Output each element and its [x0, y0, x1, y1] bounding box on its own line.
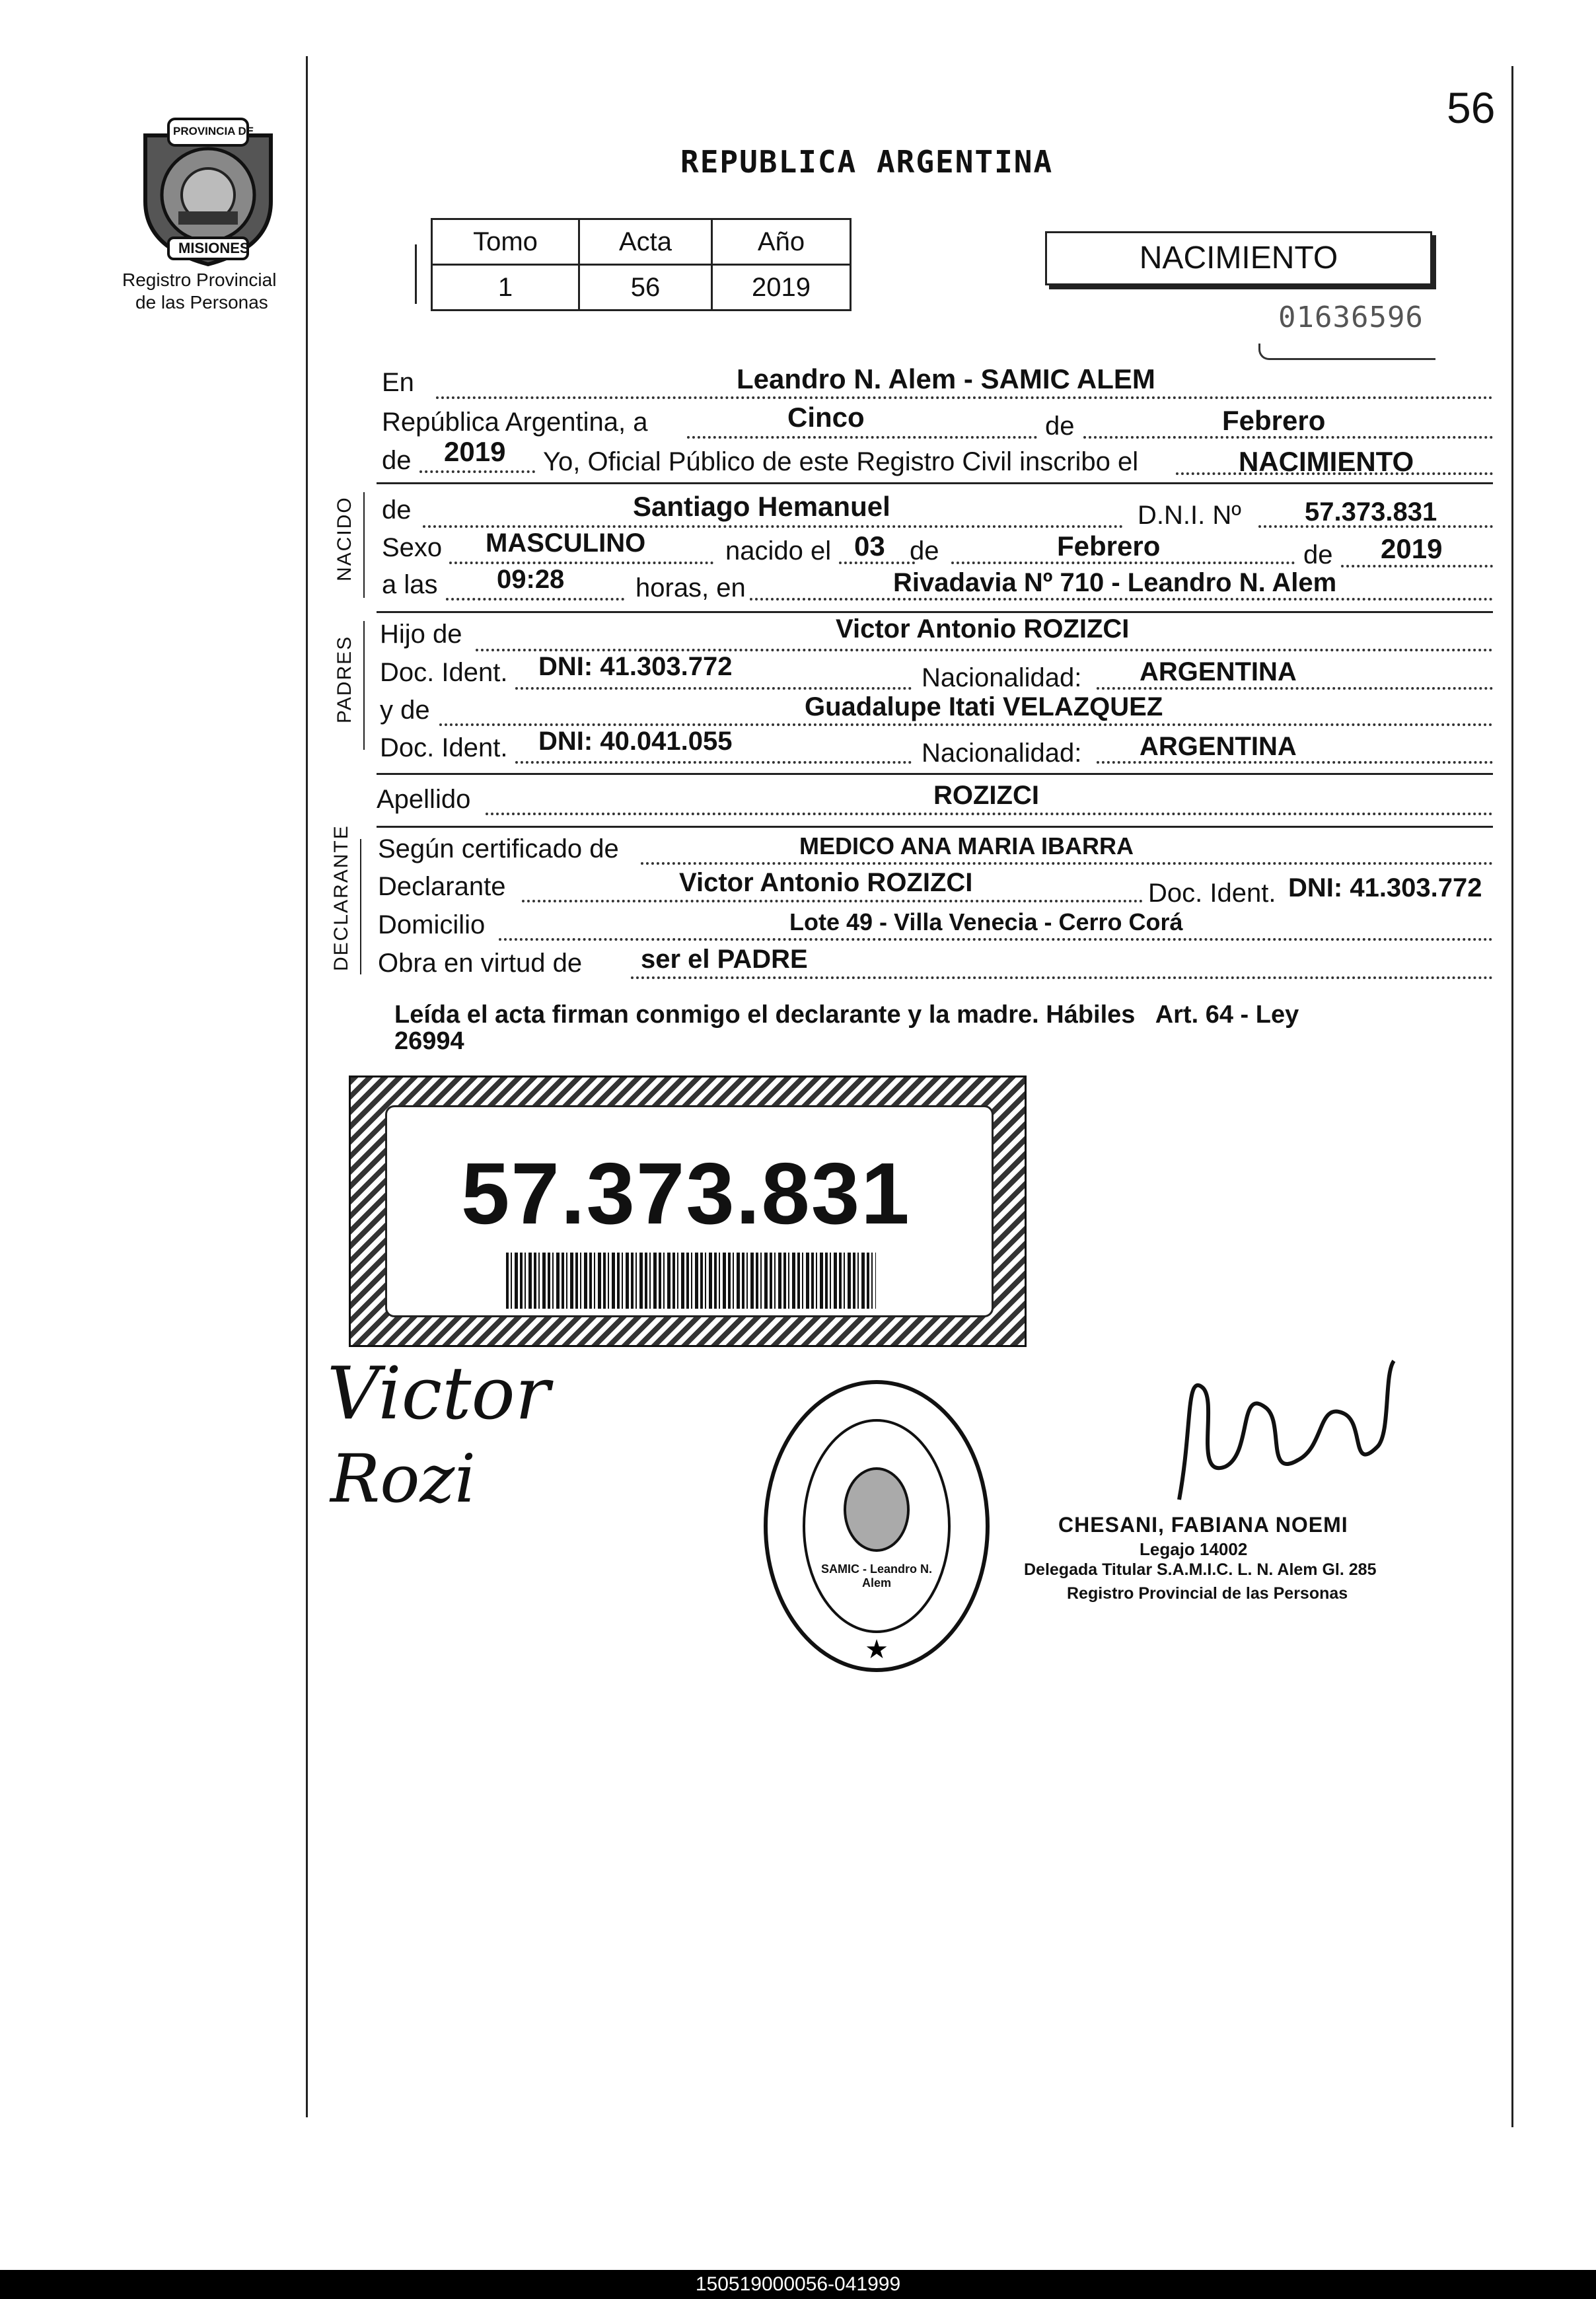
logo-text-bottom: MISIONES [178, 240, 250, 256]
signature-scribble-icon [1166, 1348, 1397, 1519]
id-sticker [349, 1076, 1027, 1347]
sexo-label: Sexo [382, 533, 443, 562]
table-value-acta: 56 [579, 265, 712, 310]
father-doc-label: Doc. Ident. [380, 658, 508, 687]
official-signature [1166, 1348, 1397, 1519]
logo-caption-2: de las Personas [135, 292, 268, 312]
nacido-de2-label: de [1303, 540, 1333, 569]
father-name-value: Victor Antonio ROZIZCI [836, 614, 1130, 643]
id-sticker-inner [385, 1105, 994, 1317]
table-header-ano: Año [712, 219, 851, 265]
act-type-label: NACIMIENTO [1139, 240, 1338, 275]
sexo-value: MASCULINO [486, 529, 646, 558]
table-value-tomo: 1 [432, 265, 579, 310]
dots [1341, 565, 1493, 567]
footer-bar [0, 2270, 1596, 2299]
mother-nat-value: ARGENTINA [1140, 732, 1297, 761]
republica-label: República Argentina, a [382, 408, 648, 437]
declarante-doc-value: DNI: 41.303.772 [1288, 873, 1482, 902]
section-rule [377, 773, 1493, 775]
dni-label: D.N.I. Nº [1138, 501, 1241, 530]
cert-label: Según certificado de [378, 834, 619, 863]
registry-table [431, 218, 852, 311]
section-label-padres: PADRES [334, 635, 355, 723]
dots [750, 598, 1493, 601]
section-rule [377, 611, 1493, 613]
official-office: Registro Provincial de las Personas [1067, 1584, 1348, 1603]
barcode [506, 1253, 876, 1309]
dots [522, 900, 1143, 902]
dots [476, 649, 1493, 651]
right-margin-line [1511, 66, 1513, 2127]
dots [499, 938, 1493, 941]
table-value-ano: 2019 [712, 265, 851, 310]
year-value: 2019 [444, 436, 506, 467]
dots [515, 761, 912, 764]
section-bracket-nacido [363, 492, 365, 598]
page-number: 56 [1447, 83, 1496, 132]
section-bracket-declarante [360, 839, 361, 974]
child-dni-value: 57.373.831 [1305, 497, 1437, 527]
domicilio-value: Lote 49 - Villa Venecia - Cerro Corá [789, 908, 1183, 935]
place-value: Leandro N. Alem - SAMIC ALEM [737, 363, 1155, 394]
day-word-value: Cinco [787, 402, 865, 433]
birth-month-value: Febrero [1057, 530, 1161, 562]
dots [423, 525, 1123, 528]
officer-text: Yo, Oficial Público de este Registro Civil inscribo el [543, 447, 1139, 476]
section-label-declarante: DECLARANTE [330, 824, 352, 971]
act-type-box [1045, 231, 1432, 285]
logo-text-top: PROVINCIA DE [173, 125, 254, 137]
left-margin-line [306, 56, 308, 2117]
footer-code: 150519000056-041999 [695, 2273, 901, 2295]
serial-underline [1258, 344, 1435, 360]
dots [1097, 687, 1493, 690]
dots [439, 723, 1493, 726]
document-title: REPUBLICA ARGENTINA [680, 144, 1054, 180]
logo-caption-1: Registro Provincial [122, 270, 277, 290]
apellido-label: Apellido [377, 785, 471, 814]
year-prefix-label: de [382, 446, 412, 475]
section-rule [377, 482, 1493, 484]
section-label-nacido: NACIDO [334, 496, 355, 581]
official-role: Delegada Titular S.A.M.I.C. L. N. Alem Gl. 285 [1024, 1560, 1377, 1579]
dots [631, 976, 1493, 979]
official-legajo: Legajo 14002 [1140, 1539, 1248, 1559]
y-de-label: y de [380, 696, 430, 725]
dots [436, 396, 1493, 399]
month-value: Febrero [1222, 405, 1326, 436]
declarant-signature: Victor [327, 1351, 550, 1436]
closing-line-1: Leída el acta firman conmigo el declarante y la madre. Hábiles Art. 64 - Ley [394, 1001, 1299, 1029]
cert-value: MEDICO ANA MARIA IBARRA [799, 832, 1134, 859]
father-nat-value: ARGENTINA [1140, 657, 1297, 686]
father-nat-label: Nacionalidad: [922, 663, 1082, 692]
mother-name-value: Guadalupe Itati VELAZQUEZ [805, 692, 1163, 721]
nacido-de-label: de [382, 495, 412, 525]
table-header-tomo: Tomo [432, 219, 579, 265]
section-rule [377, 826, 1493, 828]
hijo-de-label: Hijo de [380, 620, 462, 649]
en-label: En [382, 368, 414, 397]
dots [641, 862, 1493, 865]
serial-number: 01636596 [1278, 301, 1424, 334]
child-name-value: Santiago Hemanuel [633, 491, 890, 522]
obra-label: Obra en virtud de [378, 949, 583, 978]
closing-line-2: 26994 [394, 1027, 464, 1055]
dots [515, 687, 912, 690]
apellido-value: ROZIZCI [933, 781, 1039, 810]
nacido-el-label: nacido el [725, 536, 832, 566]
nacido-de1-label: de [910, 536, 939, 566]
declarante-doc-label: Doc. Ident. [1148, 879, 1276, 908]
table-side-mark [415, 244, 417, 304]
dots [486, 813, 1493, 815]
dots [687, 436, 1037, 439]
section-bracket-padres [363, 621, 365, 750]
registry-seal [761, 1377, 992, 1675]
birth-day-value: 03 [854, 530, 885, 562]
seal-inner-text: SAMIC - Leandro N. Alem [820, 1562, 932, 1589]
obra-value: ser el PADRE [641, 945, 808, 974]
dots [419, 470, 535, 473]
svg-text:★: ★ [865, 1634, 889, 1665]
declarante-value: Victor Antonio ROZIZCI [679, 868, 973, 897]
birth-address-value: Rivadavia Nº 710 - Leandro N. Alem [893, 568, 1337, 597]
table-header-acta: Acta [579, 219, 712, 265]
horas-label: horas, en [635, 573, 746, 602]
official-name: CHESANI, FABIANA NOEMI [1058, 1513, 1348, 1537]
declarante-label: Declarante [378, 872, 506, 901]
father-doc-value: DNI: 41.303.772 [538, 652, 733, 681]
act-word-value: NACIMIENTO [1239, 446, 1414, 477]
mother-doc-value: DNI: 40.041.055 [538, 727, 733, 756]
dots [449, 562, 713, 564]
id-number: 57.373.831 [461, 1145, 911, 1242]
dots [446, 598, 624, 601]
de-label: de [1045, 412, 1075, 441]
domicilio-label: Domicilio [378, 910, 486, 939]
mother-doc-label: Doc. Ident. [380, 733, 508, 762]
mother-signature: Rozi [330, 1440, 476, 1517]
mother-nat-label: Nacionalidad: [922, 739, 1082, 768]
birth-year-value: 2019 [1381, 533, 1443, 564]
birth-time-value: 09:28 [497, 565, 565, 594]
province-logo [132, 116, 284, 268]
alas-label: a las [382, 570, 438, 599]
